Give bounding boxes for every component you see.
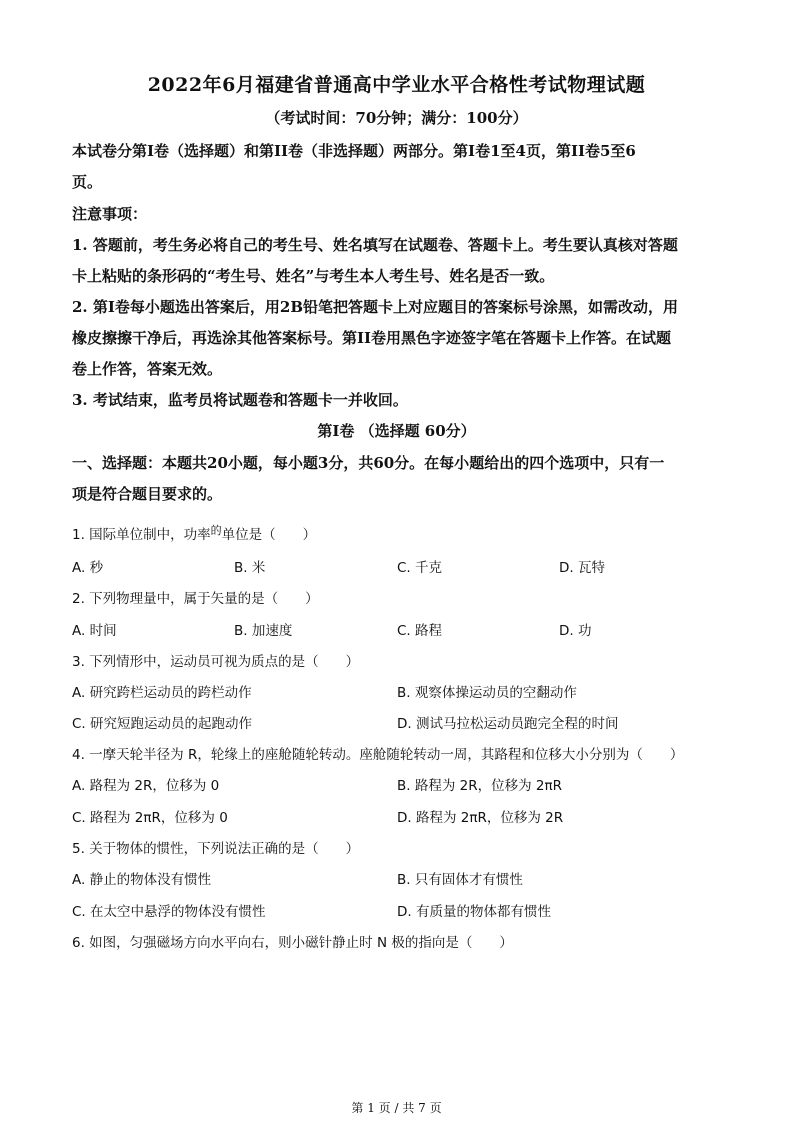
section-instruction-line-1: 一、选择题：本题共20小题，每小题3分，共60分。在每小题给出的四个选项中，只有一 [72, 454, 665, 472]
question-1-stem [72, 523, 316, 543]
question-4-option-d: D. 路程为 2πR，位移为 2R [397, 810, 564, 826]
section-instruction-line-2: 项是符合题目要求的。 [72, 485, 223, 503]
exam-info: （考试时间：70分钟；满分：100分） [265, 109, 528, 127]
intro-line-1: 本试卷分第I卷（选择题）和第II卷（非选择题）两部分。第I卷1至4页，第II卷5至6 [72, 142, 636, 160]
question-3-option-c: C. 研究短跑运动员的起跑动作 [72, 716, 253, 732]
question-2-option-c: C. 路程 [397, 623, 443, 639]
question-2-option-a: A. 时间 [72, 623, 117, 639]
question-1-option-a: A. 秒 [72, 560, 104, 576]
question-5-option-c: C. 在太空中悬浮的物体没有惯性 [72, 904, 266, 920]
notice-2-line-2: 橡皮擦擦干净后，再选涂其他答案标号。第II卷用黑色字迹签字笔在答题卡上作答。在试题 [72, 329, 672, 347]
question-5-option-a: A. 静止的物体没有惯性 [72, 872, 212, 888]
notice-1-line-1: 1. 答题前，考生务必将自己的考生号、姓名填写在试题卷、答题卡上。考生要认真核对答题 [72, 236, 678, 254]
question-6-stem: 6. 如图，匀强磁场方向水平向右，则小磁针静止时 N 极的指向是（ ） [72, 935, 513, 951]
notice-3: 3. 考试结束，监考员将试题卷和答题卡一并收回。 [72, 391, 408, 409]
question-2-option-d: D. 功 [559, 623, 592, 639]
notice-2-line-1: 2. 第I卷每小题选出答案后，用2B铅笔把答题卡上对应题目的答案标号涂黑，如需改动，用 [72, 298, 679, 316]
question-1-option-c: C. 千克 [397, 560, 443, 576]
question-4-stem: 4. 一摩天轮半径为 R，轮缘上的座舱随轮转动。座舱随轮转动一周，其路程和位移大小分别为（ ） [72, 747, 684, 763]
question-2-option-b: B. 加速度 [234, 623, 293, 639]
question-3-option-a: A. 研究跨栏运动员的跨栏动作 [72, 685, 252, 701]
question-3-option-b: B. 观察体操运动员的空翻动作 [397, 685, 577, 701]
question-1-stem-part-b: 单位是（ ） [221, 527, 317, 543]
question-1-option-d: D. 瓦特 [559, 560, 605, 576]
question-5-option-b: B. 只有固体才有惯性 [397, 872, 523, 888]
question-1-option-b: B. 米 [234, 560, 266, 576]
notice-title: 注意事项： [72, 205, 148, 223]
notice-1-line-2: 卡上粘贴的条形码的“考生号、姓名”与考生本人考生号、姓名是否一致。 [72, 267, 555, 285]
notice-2-line-3: 卷上作答，答案无效。 [72, 360, 223, 378]
question-4-option-b: B. 路程为 2R，位移为 2πR [397, 778, 562, 794]
question-1-stem-part-a: 1. 国际单位制中，功率 [72, 527, 211, 543]
question-2-stem: 2. 下列物理量中，属于矢量的是（ ） [72, 591, 319, 607]
question-3-stem: 3. 下列情形中，运动员可视为质点的是（ ） [72, 654, 360, 670]
question-4-option-c: C. 路程为 2πR，位移为 0 [72, 810, 228, 826]
question-4-option-a: A. 路程为 2R，位移为 0 [72, 778, 220, 794]
page-title: 2022年6月福建省普通高中学业水平合格性考试物理试题 [147, 74, 646, 96]
intro-line-2: 页。 [72, 173, 103, 191]
question-5-option-d: D. 有质量的物体都有惯性 [397, 904, 551, 920]
section-title: 第I卷 （选择题 60分） [317, 422, 476, 440]
question-5-stem: 5. 关于物体的惯性，下列说法正确的是（ ） [72, 841, 360, 857]
question-3-option-d: D. 测试马拉松运动员跑完全程的时间 [397, 716, 619, 732]
page-number: 第 1 页 / 共 7 页 [351, 1101, 442, 1115]
question-1-stem-superscript: 的 [210, 524, 222, 537]
